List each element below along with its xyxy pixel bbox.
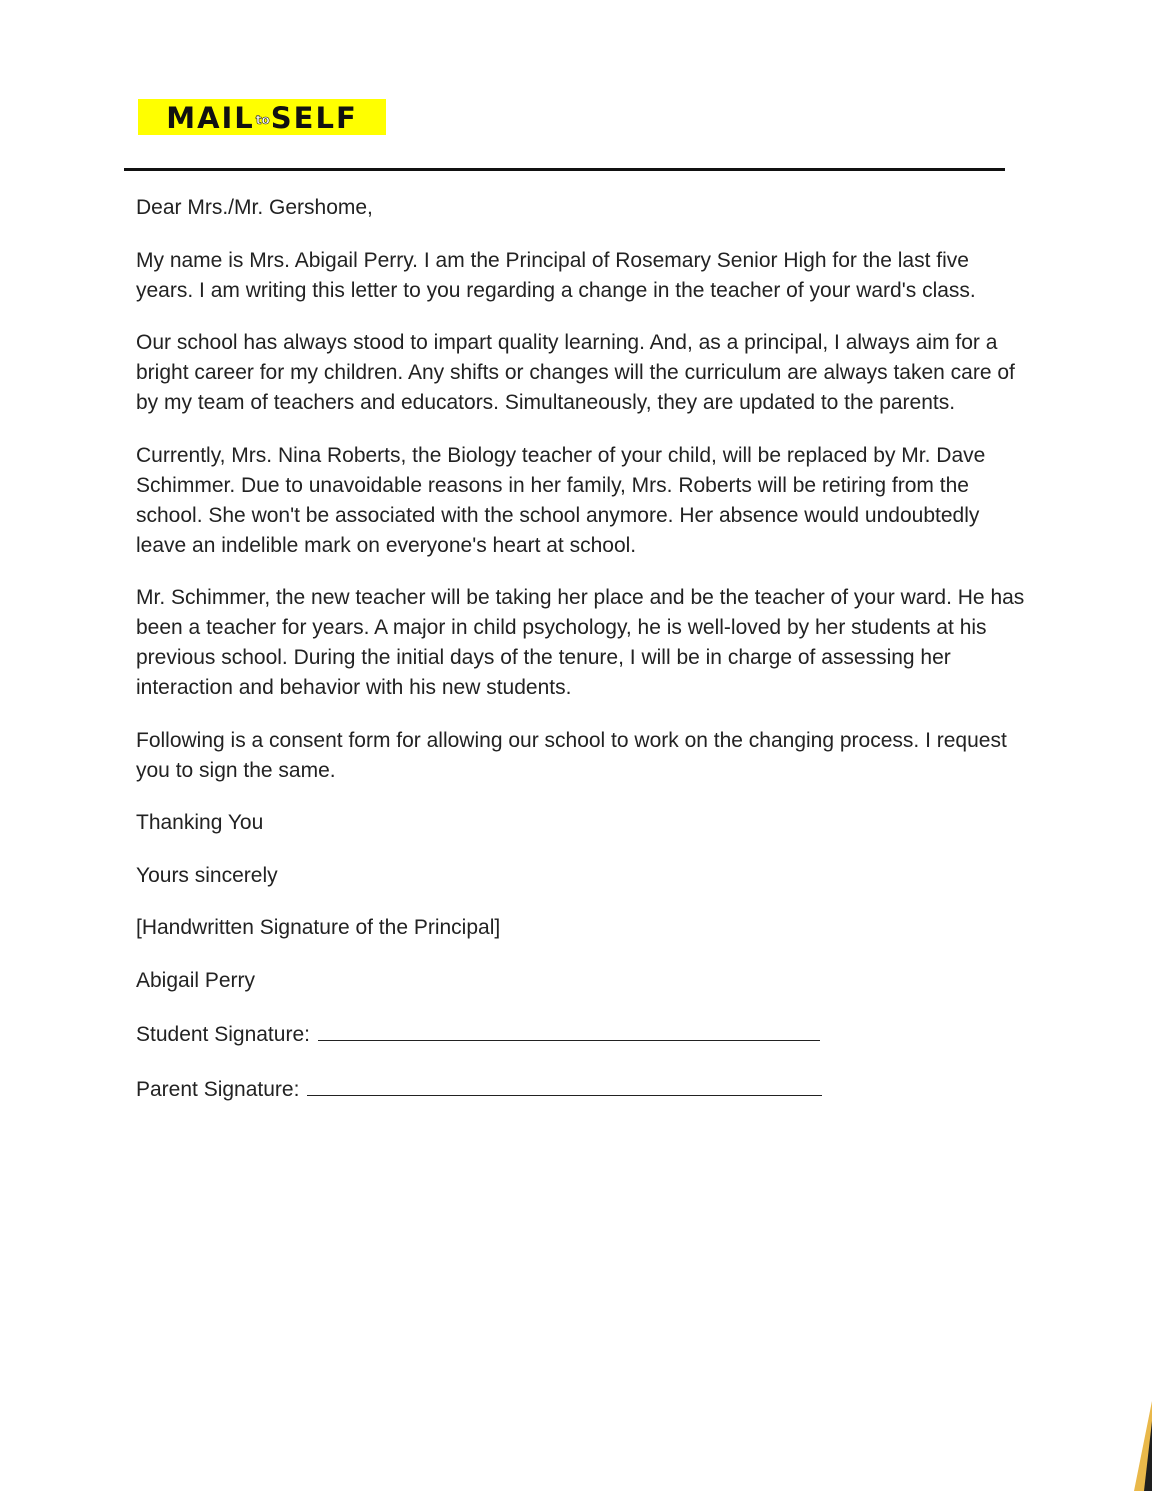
student-signature-line[interactable] — [318, 1018, 820, 1041]
parent-signature-row — [136, 1073, 1026, 1105]
logo-text — [166, 100, 358, 135]
closing-thanks: Thanking You — [136, 811, 264, 834]
paragraph-new-teacher: Mr. Schimmer, the new teacher will be taking her place and be the teacher of your ward. He has been a teacher for years. A major in child psychology, he is well-loved by her students at his previous school. During the initial days of the tenure, I will be in charge of assessing her interaction and behavior with his new students. — [136, 586, 1025, 699]
parent-signature-line[interactable] — [307, 1073, 822, 1096]
parent-signature-label: Parent Signature: — [136, 1077, 300, 1101]
logo-to: to — [255, 112, 270, 127]
signer-name: Abigail Perry — [136, 968, 256, 992]
student-signature-label: Student Signature: — [136, 1023, 310, 1046]
closing: Yours sincerely — [136, 863, 278, 887]
paragraph-consent: Following is a consent form for allowing our school to work on the changing process. I request you to sign the same. — [136, 728, 1007, 782]
logo-self: SELF — [270, 100, 358, 135]
header-divider — [124, 168, 1005, 171]
mailtoself-logo — [138, 99, 386, 135]
salutation: Dear Mrs./Mr. Gershome, — [136, 196, 373, 219]
paragraph-replacement: Currently, Mrs. Nina Roberts, the Biology teacher of your child, will be replaced by Mr. Dave Schimmer. Due to unavoidable reasons in her family, Mrs. Roberts will be retiring from the school. She won't be associated with the school anymore. Her absence would undoubtedly leave an indelible mark on everyone's heart at school. — [136, 443, 986, 557]
paragraph-intro: My name is Mrs. Abigail Perry. I am the Principal of Rosemary Senior High for the last five years. I am writing this letter to you regarding a change in the teacher of your ward's class. — [136, 248, 976, 302]
corner-decoration-icon — [1122, 1401, 1152, 1491]
student-signature-row — [136, 1018, 1026, 1050]
logo-mail: MAIL — [166, 100, 255, 135]
letter-body — [136, 193, 1026, 1127]
paragraph-school: Our school has always stood to impart quality learning. And, as a principal, I always aim for a bright career for my children. Any shifts or changes will the curriculum are always taken care of by my team of teachers and educators. Simultaneously, they are updated to the parents. — [136, 331, 1015, 414]
signature-placeholder: [Handwritten Signature of the Principal] — [136, 916, 501, 939]
